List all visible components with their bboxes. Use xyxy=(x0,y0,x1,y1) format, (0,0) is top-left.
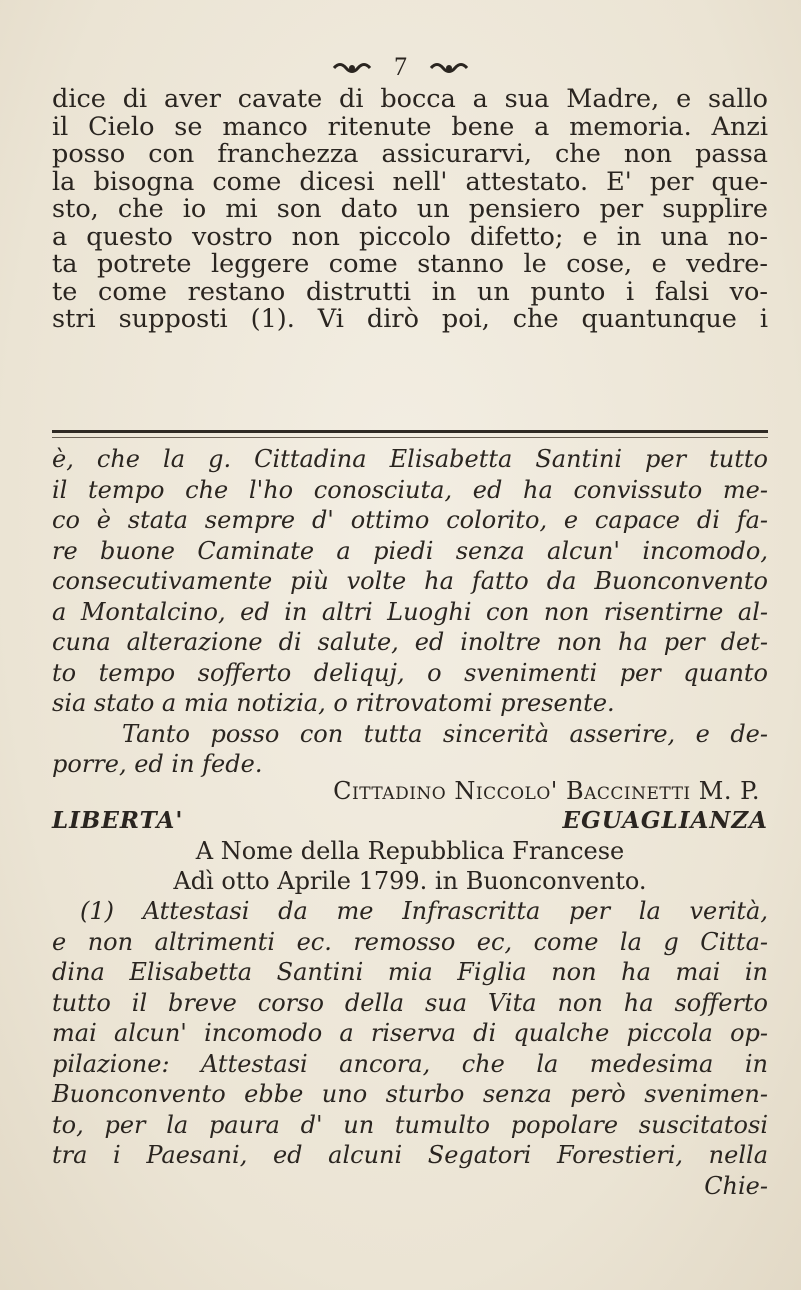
main-line: sto, che io mi son dato un pensiero per supplire xyxy=(52,194,768,224)
certificate-line: sia stato a mia notizia, o ritrovatomi presente. xyxy=(52,689,615,717)
footnote-line: tutto il breve corso della sua Vita non ha sofferto xyxy=(52,988,768,1017)
certificate-line: to tempo sofferto deliquj, o svenimenti per quanto xyxy=(52,658,768,687)
main-line: stri supposti (1). Vi dirò poi, che quantunque i xyxy=(52,304,768,334)
certificate-line: il tempo che l'ho conosciuta, ed ha convissuto me- xyxy=(52,475,768,504)
main-line: il Cielo se manco ritenute bene a memoria. Anzi xyxy=(52,111,768,142)
footnote-line: to, per la paura d' un tumulto popolare suscitatosi xyxy=(52,1110,768,1139)
main-line: ta potrete leggere come stanno le cose, e vedre- xyxy=(52,249,768,279)
certificate-line: cuna alterazione di salute, ed inoltre non ha per det- xyxy=(52,628,768,656)
footnote xyxy=(52,896,768,1201)
footnote-line: (1) Attestasi da me Infrascritta per la verità, xyxy=(80,897,768,925)
motto-equality: EGUAGLIANZA xyxy=(562,807,768,834)
footnote-line: e non altrimenti ec. remosso ec, come la g Citta- xyxy=(52,927,768,956)
page-number: 7 xyxy=(394,52,407,81)
main-line: dice di aver cavate di bocca a sua Madre, e sallo xyxy=(52,84,768,114)
certificate-text xyxy=(52,444,768,780)
signature-block xyxy=(52,776,768,896)
certificate-line: porre, ed in fede. xyxy=(52,750,263,778)
footnote-line: tra i Paesani, ed alcuni Segatori Forestieri, nella xyxy=(52,1141,768,1169)
catchword: Chie- xyxy=(704,1171,768,1200)
footnote-line: mai alcun' incomodo a riserva di qualche piccola op- xyxy=(52,1019,768,1047)
republic-line: A Nome della Repubblica Francese xyxy=(195,837,625,865)
main-line: a questo vostro non piccolo difetto; e in una no- xyxy=(52,221,768,252)
footnote-line: dina Elisabetta Santini mia Figlia non ha mai in xyxy=(52,958,768,986)
footnote-line: Buonconvento ebbe uno sturbo senza però svenimen- xyxy=(52,1080,768,1108)
main-line: la bisogna come dicesi nell' attestato. E' per que- xyxy=(52,166,768,197)
certificate-line: a Montalcino, ed in altri Luoghi con non risentirne al- xyxy=(52,597,768,626)
page-header xyxy=(0,52,801,82)
signatory-name: Cittadino Niccolo' Baccinetti M. P. xyxy=(333,777,760,805)
certificate-line: consecutivamente più volte ha fatto da Buonconvento xyxy=(52,567,768,595)
certificate-line: co è stata sempre d' ottimo colorito, e capace di fa- xyxy=(52,506,768,534)
motto-liberty: LIBERTA' xyxy=(52,807,184,834)
certificate-line: re buone Caminate a piedi senza alcun' incomodo, xyxy=(52,536,768,565)
main-text xyxy=(52,86,768,334)
footnote-line: pilazione: Attestasi ancora, che la medesima in xyxy=(52,1049,768,1078)
date-line: Adì otto Aprile 1799. in Buonconvento. xyxy=(173,867,647,895)
separator-rule xyxy=(52,430,768,438)
left-ornament-icon xyxy=(332,61,372,75)
certificate-line: Tanto posso con tutta sincerità asserire, e de- xyxy=(122,719,768,748)
republican-motto xyxy=(52,806,768,836)
right-ornament-icon xyxy=(429,61,469,75)
certificate-line: è, che la g. Cittadina Elisabetta Santini per tutto xyxy=(52,445,768,473)
main-line: te come restano distrutti in un punto i falsi vo- xyxy=(52,276,768,307)
main-line: posso con franchezza assicurarvi, che non passa xyxy=(52,139,768,169)
